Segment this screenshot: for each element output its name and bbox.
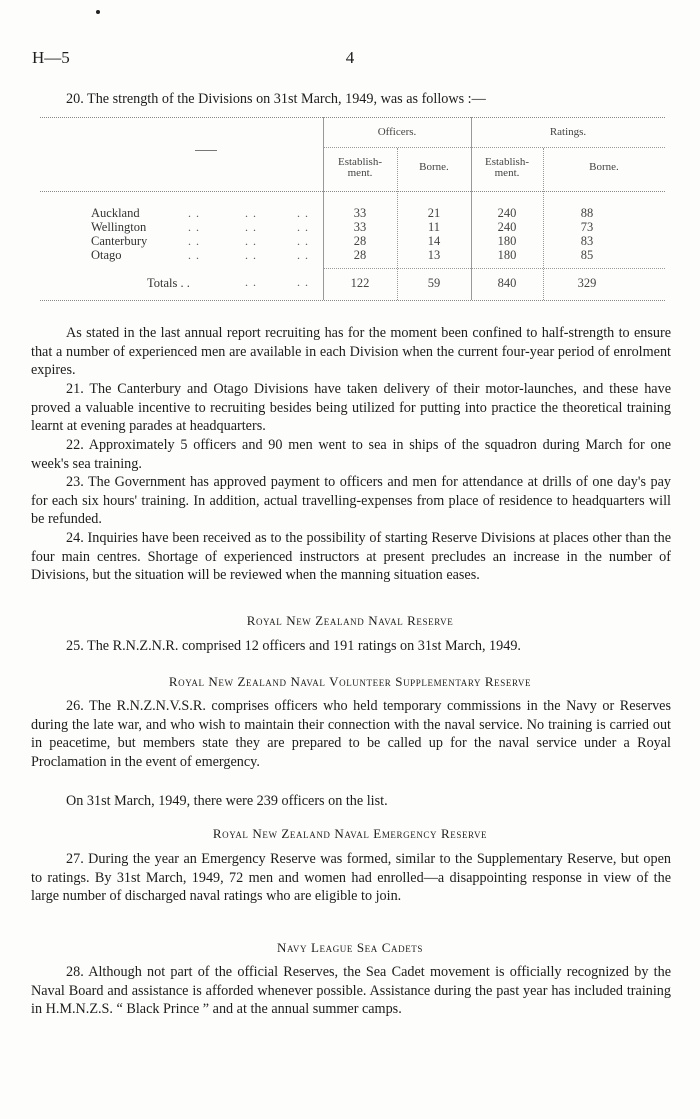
paragraph-25: 25. The R.N.Z.N.R. comprised 12 officers and 191 ratings on 31st March, 1949. bbox=[66, 638, 521, 654]
officers-establishment: 33 bbox=[353, 220, 367, 234]
document-reference: H—5 bbox=[32, 48, 70, 67]
group-header-officers: Officers. bbox=[377, 126, 417, 138]
ratings-borne: 85 bbox=[580, 248, 594, 262]
leader-dots: . . bbox=[297, 248, 309, 262]
leader-dots: . . bbox=[245, 220, 257, 234]
paragraph-26b: On 31st March, 1949, there were 239 officers on the list. bbox=[66, 793, 388, 809]
officers-borne: 21 bbox=[427, 206, 441, 220]
leader-dots: . . bbox=[297, 220, 309, 234]
totals-officers-borne: 59 bbox=[427, 276, 441, 290]
ratings-establishment: 180 bbox=[497, 248, 517, 262]
officers-borne: 13 bbox=[427, 248, 441, 262]
ratings-establishment: 180 bbox=[497, 234, 517, 248]
officers-establishment: 33 bbox=[353, 206, 367, 220]
page-number: 4 bbox=[345, 48, 355, 67]
leader-dots: . . bbox=[297, 206, 309, 220]
ratings-establishment: 240 bbox=[497, 206, 517, 220]
paragraph-21: 21. The Canterbury and Otago Divisions have taken delivery of their motor-launches, and these have proved a valuable incentive to recruiting besides being utilized for putting into practice the theoretical training learnt at evening parades at headquarters. bbox=[31, 381, 671, 435]
table-header-rule bbox=[40, 191, 665, 192]
table-bottom-rule bbox=[40, 300, 665, 301]
column-divider bbox=[323, 117, 324, 300]
ratings-establishment: 240 bbox=[497, 220, 517, 234]
heading-emergency-reserve: Royal New Zealand Naval Emergency Reserve bbox=[212, 826, 488, 841]
row-division: Auckland bbox=[91, 206, 140, 220]
group-header-rule bbox=[323, 147, 665, 148]
totals-ratings-borne: 329 bbox=[577, 276, 597, 290]
col-header-ratings-borne: Borne. bbox=[589, 161, 619, 173]
paragraph-28: 28. Although not part of the official Reserves, the Sea Cadet movement is officially recognized by the Naval Board and assistance is afforded whenever possible. Assistance during the past year has included training in H.M.N.Z.S. “ Black Prince ” and at the annual summer camps. bbox=[31, 964, 671, 1018]
paragraph-27: 27. During the year an Emergency Reserve was formed, similar to the Supplementary Reserve, but open to ratings. By 31st March, 1949, 72 men and women had enrolled—a disappointing response in view of the large number of discharged naval ratings who are eligible to join. bbox=[31, 851, 671, 905]
stub-header-dash bbox=[195, 150, 217, 151]
totals-label: Totals . . bbox=[147, 276, 190, 290]
leader-dots: . . bbox=[245, 234, 257, 248]
ratings-borne: 83 bbox=[580, 234, 594, 248]
leader-dots: . . bbox=[245, 206, 257, 220]
paragraph-22: 22. Approximately 5 officers and 90 men went to sea in ships of the squadron during March for one week's sea training. bbox=[31, 437, 671, 472]
officers-borne: 11 bbox=[427, 220, 441, 234]
col-header-line: Establish- bbox=[338, 156, 382, 168]
heading-rnzvsr: Royal New Zealand Naval Volunteer Supplementary Reserve bbox=[168, 674, 532, 689]
leader-dots: . . bbox=[188, 206, 200, 220]
leader-dots: . . bbox=[245, 248, 257, 262]
leader-dots: . . bbox=[297, 234, 309, 248]
officers-establishment: 28 bbox=[353, 234, 367, 248]
paragraph-recruiting: As stated in the last annual report recruiting has for the moment been confined to half-strength to ensure that a number of experienced men are available in each Division when the current four-year period of enrolment expires. bbox=[31, 325, 671, 379]
heading-rnznr: Royal New Zealand Naval Reserve bbox=[246, 613, 454, 628]
col-header-line: Establish- bbox=[485, 156, 529, 168]
officers-establishment: 28 bbox=[353, 248, 367, 262]
totals-ratings-establishment: 840 bbox=[497, 276, 517, 290]
totals-rule bbox=[323, 268, 665, 269]
leader-dots: . . bbox=[297, 275, 309, 289]
leader-dots: . . bbox=[245, 275, 257, 289]
leader-dots: . . bbox=[188, 234, 200, 248]
col-header-officers-establishment bbox=[323, 157, 397, 179]
totals-officers-establishment: 122 bbox=[350, 276, 370, 290]
officers-borne: 14 bbox=[427, 234, 441, 248]
col-header-line: ment. bbox=[347, 167, 373, 179]
row-division: Canterbury bbox=[91, 234, 148, 248]
col-header-officers-borne: Borne. bbox=[419, 161, 449, 173]
leader-dots: . . bbox=[188, 248, 200, 262]
table-top-rule bbox=[40, 117, 665, 118]
row-division: Otago bbox=[91, 248, 122, 262]
ratings-borne: 73 bbox=[580, 220, 594, 234]
heading-sea-cadets: Navy League Sea Cadets bbox=[276, 940, 423, 955]
column-divider bbox=[471, 117, 472, 300]
col-header-line: ment. bbox=[494, 167, 520, 179]
page-mark bbox=[96, 10, 100, 14]
ratings-borne: 88 bbox=[580, 206, 594, 220]
paragraph-24: 24. Inquiries have been received as to the possibility of starting Reserve Divisions at places other than the four main centres. Shortage of experienced instructors at present precludes an increase in the number of Divisions, but the situation will be reviewed when the manning situation eases. bbox=[31, 530, 671, 584]
row-division: Wellington bbox=[91, 220, 147, 234]
paragraph-20: 20. The strength of the Divisions on 31st March, 1949, was as follows :— bbox=[66, 91, 486, 107]
leader-dots: . . bbox=[188, 220, 200, 234]
col-header-ratings-establishment bbox=[471, 157, 543, 179]
paragraph-26: 26. The R.N.Z.N.V.S.R. comprises officers who held temporary commissions in the Navy or Reserves during the late war, and who wish to maintain their connection with the naval service. No training is carried out in peacetime, but members state they are prepared to be called up for the naval service under a Royal Proclamation in the event of emergency. bbox=[31, 698, 671, 770]
paragraph-23: 23. The Government has approved payment to officers and men for attendance at drills of one day's pay for each six hours' training. In addition, actual travelling-expenses from place of residence to headquarters will be refunded. bbox=[31, 474, 671, 528]
group-header-ratings: Ratings. bbox=[549, 126, 587, 138]
